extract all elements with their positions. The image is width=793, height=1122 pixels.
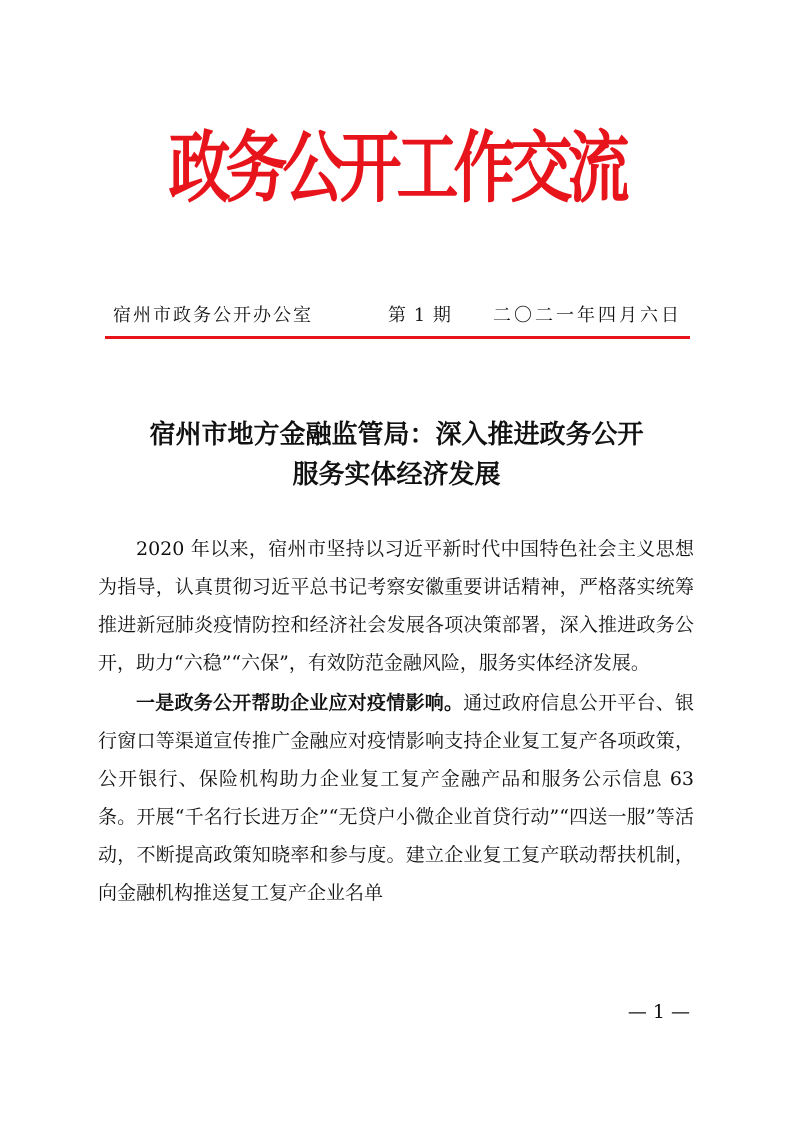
masthead-title: 政务公开工作交流 (168, 121, 625, 213)
paragraph-1: 2020 年以来，宿州市坚持以习近平新时代中国特色社会主义思想为指导，认真贯彻习近平总书记考察安徽重要讲话精神，严格落实统筹推进新冠肺炎疫情防控和经济社会发展各项决策部署，深入推进政务公开，助力“六稳”“六保”，有效防范金融风险，服务实体经济发展。 (98, 538, 694, 674)
paragraph-2-lead: 一是政务公开帮助企业应对疫情影响。 (136, 692, 464, 714)
article-title (60, 415, 733, 495)
issue-info-line (105, 302, 690, 330)
issuing-office: 宿州市政务公开办公室 (113, 305, 313, 326)
paragraph-2-body: 通过政府信息公开平台、银行窗口等渠道宣传推广金融应对疫情影响支持企业复工复产各项政策，公开银行、保险机构助力企业复工复产金融产品和服务公示信息 63 条。开展“千名行长进万企”“无贷户小微企业首贷行动”“四送一服”等活动，不断提高政策知晓率和参与度。建立企业复工复产联动帮扶机制，向金融机构推送复工复产企业名单 (98, 692, 694, 904)
issue-number: 第 1 期 (388, 305, 452, 326)
article-title-line-2: 服务实体经济发展 (292, 460, 501, 490)
article-body (98, 530, 694, 914)
red-divider-rule (105, 336, 690, 339)
masthead (0, 118, 793, 218)
article-title-line-1: 宿州市地方金融监管局：深入推进政务公开 (149, 420, 644, 450)
page-number: — 1 — (627, 1001, 690, 1023)
paragraph-2 (98, 684, 694, 912)
issue-date: 二〇二一年四月六日 (493, 305, 682, 326)
